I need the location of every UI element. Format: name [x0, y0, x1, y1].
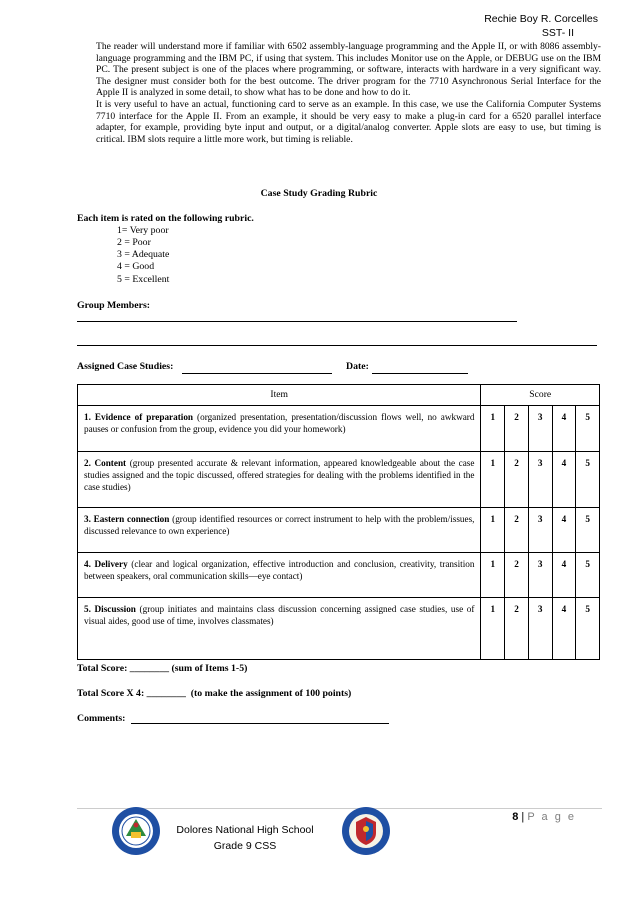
school-name: Dolores National High School [176, 824, 314, 836]
score-1[interactable]: 1 [481, 452, 505, 508]
score-4[interactable]: 4 [552, 452, 576, 508]
total-x4-line [77, 688, 351, 699]
rubric-item-desc: (group presented accurate & relevant information, appeared knowledgeable about the case studies assigned and the topic discussed, offered strategies for dealing with the problems identified in the case studies) [84, 458, 475, 492]
score-4[interactable]: 4 [552, 553, 576, 598]
page-number [512, 811, 576, 823]
score-4[interactable]: 4 [552, 598, 576, 660]
rubric-item-title: 2. Content [84, 458, 127, 468]
page-separator: | [521, 811, 525, 823]
date-line[interactable] [372, 373, 468, 374]
comments-label: Comments: [77, 713, 126, 724]
score-4[interactable]: 4 [552, 406, 576, 452]
group-members-line-1[interactable] [77, 321, 517, 322]
rubric-item-title: 5. Discussion [84, 604, 136, 614]
rubric-item [78, 452, 481, 508]
score-2[interactable]: 2 [505, 598, 529, 660]
intro-paragraph-1: The reader will understand more if familiar with 6502 assembly-language programming and the Apple II, or with 8086 assembly-language programming and the IBM PC, if using that system. This includes Monitor use on the Apple, or DEBUG use on the IBM PC. The present subject is one of the places where programming, or software, interacts with hardware in a very significant way. The designer must consider both for the best outcome. The driver program for the 7710 Asynchronous Serial Interface for the Apple II is analyzed in some detail, to show what has to be done and how to do it. [96, 41, 601, 99]
score-3[interactable]: 3 [528, 452, 552, 508]
total-score-note: (sum of Items 1-5) [171, 663, 248, 674]
rubric-item-title: 3. Eastern connection [84, 514, 170, 524]
header-subject: SST- II [541, 27, 574, 39]
score-3[interactable]: 3 [528, 598, 552, 660]
scale-item-5: 5 = Excellent [117, 274, 170, 285]
score-1[interactable]: 1 [481, 553, 505, 598]
total-score-label: Total Score: [77, 663, 128, 674]
score-3[interactable]: 3 [528, 406, 552, 452]
school-seal-icon [110, 805, 162, 857]
table-row [78, 452, 600, 508]
scale-item-4: 4 = Good [117, 261, 155, 272]
assigned-case-label: Assigned Case Studies: [77, 361, 174, 372]
total-x4-label: Total Score X 4: [77, 688, 145, 699]
score-2[interactable]: 2 [505, 452, 529, 508]
rubric-item [78, 553, 481, 598]
score-1[interactable]: 1 [481, 508, 505, 553]
score-1[interactable]: 1 [481, 598, 505, 660]
score-5[interactable]: 5 [576, 598, 600, 660]
group-members-label: Group Members: [77, 300, 151, 311]
table-header-row [78, 385, 600, 406]
scale-item-1: 1= Very poor [117, 225, 169, 236]
comments-line[interactable] [131, 723, 389, 724]
rubric-item [78, 598, 481, 660]
score-3[interactable]: 3 [528, 508, 552, 553]
table-row [78, 508, 600, 553]
date-label: Date: [346, 361, 369, 372]
total-x4-note: (to make the assignment of 100 points) [190, 688, 352, 699]
score-column-header: Score [481, 385, 600, 406]
deped-seal-icon [340, 805, 392, 857]
scale-item-2: 2 = Poor [117, 237, 151, 248]
score-4[interactable]: 4 [552, 508, 576, 553]
rubric-item [78, 406, 481, 452]
scale-item-3: 3 = Adequate [117, 249, 170, 260]
score-2[interactable]: 2 [505, 508, 529, 553]
rating-heading: Each item is rated on the following rubric. [77, 213, 254, 224]
intro-text [96, 41, 601, 145]
score-5[interactable]: 5 [576, 452, 600, 508]
rubric-item-title: 1. Evidence of preparation [84, 412, 194, 422]
rubric-title: Case Study Grading Rubric [260, 188, 378, 199]
page-word: P a g e [527, 811, 576, 823]
rubric-item [78, 508, 481, 553]
page-number-value: 8 [512, 811, 519, 823]
score-2[interactable]: 2 [505, 553, 529, 598]
rubric-item-title: 4. Delivery [84, 559, 128, 569]
score-5[interactable]: 5 [576, 553, 600, 598]
total-x4-blank[interactable]: ________ [146, 688, 186, 699]
total-score-blank[interactable]: ________ [129, 663, 169, 674]
rubric-item-desc: (group initiates and maintains class discussion concerning assigned case studies, use of visual aides, good use of time, involves classmates) [84, 604, 475, 626]
intro-paragraph-2: It is very useful to have an actual, functioning card to serve as an example. In this case, we use the California Computer Systems 7710 interface for the Apple II. From an example, it should be very easy to make a plug-in card for a 6520 parallel interface adapter, for example, providing byte input and output, or a digital/analog converter. Apple slots are easy to use, but timing is critical. IBM slots require a little more work, but timing is reliable. [96, 98, 601, 145]
score-5[interactable]: 5 [576, 508, 600, 553]
total-score-line [77, 663, 247, 674]
score-1[interactable]: 1 [481, 406, 505, 452]
table-row [78, 406, 600, 452]
item-column-header: Item [78, 385, 481, 406]
table-row [78, 553, 600, 598]
school-info [160, 822, 330, 854]
rubric-item-desc: (organized presentation, presentation/discussion flows well, no awkward pauses or confusion from the group, evidence you did your homework) [84, 412, 475, 434]
rubric-item-desc: (group identified resources or correct instrument to help with the problem/issues, discussed relevance to own experience) [84, 514, 475, 536]
group-members-line-2[interactable] [77, 345, 597, 346]
rubric-table [77, 384, 600, 660]
assigned-case-line[interactable] [182, 373, 332, 374]
table-row [78, 598, 600, 660]
score-2[interactable]: 2 [505, 406, 529, 452]
header-author: Rechie Boy R. Corcelles [484, 13, 598, 25]
school-grade: Grade 9 CSS [213, 840, 277, 852]
score-3[interactable]: 3 [528, 553, 552, 598]
rubric-item-desc: (clear and logical organization, effective introduction and conclusion, creativity, transition between speakers, oral communication skills—eye contact) [84, 559, 475, 581]
score-5[interactable]: 5 [576, 406, 600, 452]
